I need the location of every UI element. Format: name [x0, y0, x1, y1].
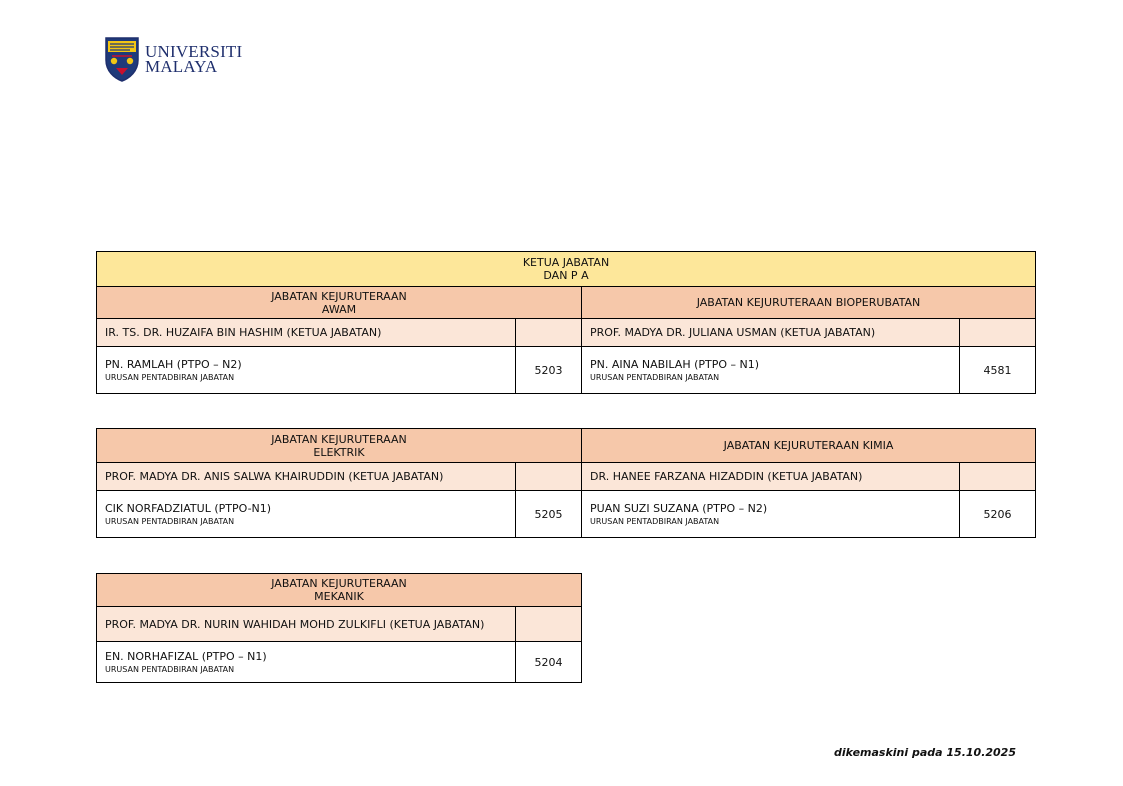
dept-awam-head-ext — [516, 319, 582, 347]
dept-awam-staff-name: PN. RAMLAH (PTPO – N2) — [105, 357, 242, 371]
dept-mekanik-head-text: PROF. MADYA DR. NURIN WAHIDAH MOHD ZULKIFLI (KETUA JABATAN) — [105, 617, 485, 631]
table-awam-bioperubatan — [96, 251, 1036, 394]
dept-awam-staff — [97, 347, 516, 394]
dept-bioperubatan-head-ext — [960, 319, 1036, 347]
dept-elektrik-staff-role: URUSAN PENTADBIRAN JABATAN — [105, 516, 235, 526]
dept-bioperubatan-ext: 4581 — [960, 347, 1036, 394]
dept-mekanik-head — [97, 607, 516, 642]
dept-awam-name-line2: AWAM — [321, 302, 357, 316]
dept-mekanik-staff — [97, 642, 516, 683]
dept-mekanik-staff-name: EN. NORHAFIZAL (PTPO – N1) — [105, 649, 267, 663]
dept-elektrik-header — [97, 429, 582, 463]
dept-elektrik-name-line2: ELEKTRIK — [313, 445, 365, 459]
dept-elektrik-ext: 5205 — [516, 491, 582, 538]
dept-mekanik-head-ext — [516, 607, 582, 642]
dept-bioperubatan-staff — [582, 347, 960, 394]
dept-mekanik-staff-role: URUSAN PENTADBIRAN JABATAN — [105, 664, 235, 674]
dept-awam-header — [97, 287, 582, 319]
dept-kimia-staff-role: URUSAN PENTADBIRAN JABATAN — [590, 516, 720, 526]
dept-bioperubatan-head-text: PROF. MADYA DR. JULIANA USMAN (KETUA JABATAN) — [590, 326, 876, 339]
dept-awam-head-text: IR. TS. DR. HUZAIFA BIN HASHIM (KETUA JABATAN) — [105, 326, 382, 339]
university-name-line2: MALAYA — [145, 57, 218, 76]
university-crest-icon — [104, 36, 140, 82]
dept-bioperubatan-staff-name: PN. AINA NABILAH (PTPO – N1) — [590, 357, 760, 371]
dept-awam-ext: 5203 — [516, 347, 582, 394]
dept-elektrik-staff — [97, 491, 516, 538]
dept-bioperubatan-staff-role: URUSAN PENTADBIRAN JABATAN — [590, 372, 720, 382]
title-cell — [97, 252, 1036, 287]
dept-kimia-header — [582, 429, 1036, 463]
dept-awam-head — [97, 319, 516, 347]
dept-bioperubatan-head — [582, 319, 960, 347]
dept-elektrik-name-line1: JABATAN KEJURUTERAAN — [271, 432, 407, 446]
table-mekanik — [96, 573, 582, 683]
dept-kimia-ext: 5206 — [960, 491, 1036, 538]
dept-awam-name-line1: JABATAN KEJURUTERAAN — [271, 289, 407, 303]
dept-kimia-name: JABATAN KEJURUTERAAN KIMIA — [723, 439, 894, 452]
dept-mekanik-header — [97, 574, 582, 607]
table-elektrik-kimia — [96, 428, 1036, 538]
title-line2: DAN P A — [543, 269, 589, 282]
dept-mekanik-name-line2: MEKANIK — [314, 590, 364, 603]
dept-kimia-head-ext — [960, 463, 1036, 491]
dept-elektrik-head — [97, 463, 516, 491]
dept-awam-staff-role: URUSAN PENTADBIRAN JABATAN — [105, 372, 235, 382]
dept-mekanik-name-line1: JABATAN KEJURUTERAAN — [271, 577, 407, 590]
dept-elektrik-head-text: PROF. MADYA DR. ANIS SALWA KHAIRUDDIN (KETUA JABATAN) — [105, 470, 444, 483]
university-name-line1: UNIVERSITI — [145, 42, 243, 61]
dept-bioperubatan-name: JABATAN KEJURUTERAAN BIOPERUBATAN — [696, 296, 921, 309]
updated-date-note: dikemaskini pada 15.10.2025 — [834, 746, 1016, 759]
dept-elektrik-head-ext — [516, 463, 582, 491]
dept-kimia-staff — [582, 491, 960, 538]
university-logo — [104, 36, 242, 82]
title-line1: KETUA JABATAN — [522, 256, 610, 269]
dept-kimia-staff-name: PUAN SUZI SUZANA (PTPO – N2) — [590, 501, 768, 515]
dept-kimia-head-text: DR. HANEE FARZANA HIZADDIN (KETUA JABATAN) — [590, 470, 863, 483]
dept-mekanik-ext: 5204 — [516, 642, 582, 683]
dept-bioperubatan-header — [582, 287, 1036, 319]
dept-kimia-head — [582, 463, 960, 491]
dept-elektrik-staff-name: CIK NORFADZIATUL (PTPO-N1) — [105, 501, 272, 515]
